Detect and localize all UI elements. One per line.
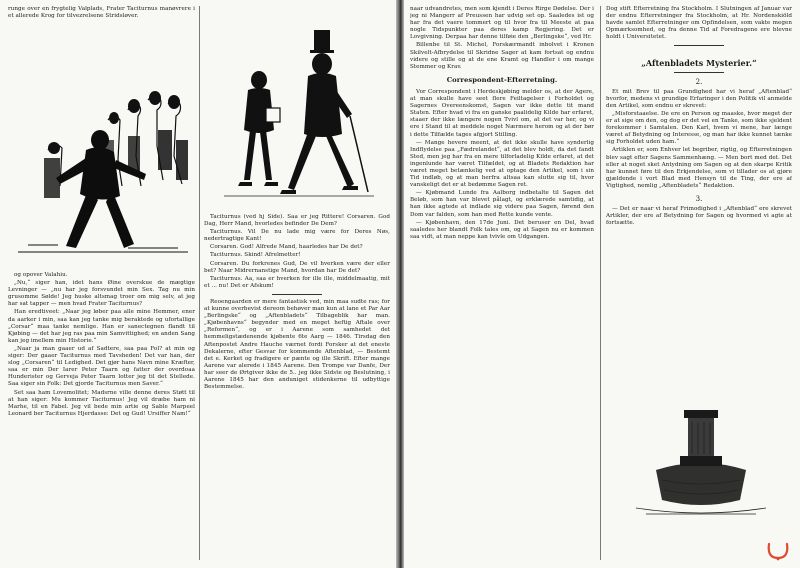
right-col2-paragraph: — Det er naar vi heraf Frimodighed i „Aftenblad“ ere skrevet Artikler, der ere af Betydning for Sagen og hvormed vi agte at fortsætte. <box>606 206 792 227</box>
right-col1-paragraph: — Mange hevere meent, at det ikke skulle have synderlig Indflydelse paa „Fædrelandet“, at det blev holdt, da det fandt Sted, men jeg har fra en mere tilforladelig Kilde erfaret, at det ingenlunde har været Tilfældet, og at Bladets Redaktion har været meget betænkelig ved at optage den Artikel, som i sin Tid indløb, og at man herfra altsaa kan slutte sig til, hvor vanskeligt det er at bedømme Sagen ret. <box>410 139 594 189</box>
watermark-logo-icon <box>764 540 792 562</box>
correspondent-heading: Correspondent-Efterretning. <box>446 75 558 84</box>
left-page <box>0 0 396 568</box>
right-col2-paragraph: „Misforstaaelse. De ere en Person og maaske, hvor meget der er at sige om den, og dog er det vel en Tanke, som ikke sjeldent forekommer i Samtalen. Den Karl, hvem vi mene, har længe været af Betydning og Interesse, og man har ikke kunnet tænke sig Forholdet uden ham.“ <box>606 110 792 146</box>
left-column-2 <box>204 214 390 560</box>
left-col1-paragraph: „Naar ja man gaaer ud af Sadtere, saa paa Fol? at min og siger: Der gaaer Taciturnus med Tavsheden! Det var han, der slog „Corsaren“ til Ledighed. Det gjør hans Navn mine Kræfter, saa er min Der Iarer Peter Taarn og fatter der overdoaa Hunderister og Gerveja Peter Taarn lotter jeg til det Stellede. Saa siger sin Folk: Det gjorde Taciturnus men Saver.“ <box>8 345 195 388</box>
left-column-divider <box>199 6 200 560</box>
right-col1-paragraph: Vor Correspondent i Herdeskjøbing melder os, at der Agere, at man skulle have seet flere Feiltagelser i Forholdet og Sagernes Overeenskomst, Sagen var ikke dette tit mand Staten. Efter hvad vi fra en ganske paalidelig Kilde har erfaret, staaer der ikke længere nogen Tvivl om, at det var her, og vi ere i Stand til at meddele noget Nærmere herom og at der bør i dette Tilfælde tages afgjort Stilling. <box>410 88 594 138</box>
section-rule <box>674 45 724 46</box>
section-rule <box>674 72 724 73</box>
section-number: 2. <box>695 77 703 86</box>
two-figures-illustration <box>204 20 390 210</box>
left-col2-paragraph: Reoengaarden er mere fantastisk ved, min maa sudte ras; for at kunne overbevist dereom behøver man kun at lane et Par Aar „Berlingske“ og „Aftenbladets“ Tilbageblik har man. „Kjøbenhavns“ begynder med en meget heftig Aftale over „Reformen“, og er i Aarene som samhedet det hemmeligstædenende kjøbente 6te Aarg — 1846. Tirsdag den Aftenpostet Andre Hauche værnet fordi Forsker at det eneste Dekalerne, efter Gesvar for kommende Aftenblad, — Bestemt det e. Kerket og fradigere er pænte og ille Skrift. Efter mange Aarene var alerede i 1845 Aarene. Den Trompe var Danfe, Der har seer de Ørtgiver ikke de 5.. jeg ikke Sidste og Beslutning, i Aarene 1845 har den anduniget stidenkerne til udbyttige Bestemmelse. <box>204 298 390 391</box>
left-col2-paragraph: Corsaren. God! Alfrede Mand, haarledes har De det? <box>210 244 363 251</box>
section-rule <box>272 294 322 295</box>
left-col1-paragraph: Han eredtiveet: „Naar jeg løber paa alle mine Hemmer, ener da aarker i min, saa kan jeg tanke mig beraktede og ufortallige „Corsar“ maa tanke nemlige. Han er sanectegnen flandt til Kjøbing — det har jeg ras paa min Samvittighed; en anden Sang kan jeg imellem min Historie.“ <box>8 309 195 344</box>
right-col1-paragraph: — Kjøbmand Lunde fra Aalborg indbetalte til Sagen det Beløb, som han var blevet pålagt, og erklærede samtidig, at han ikke agtede at indlade sig videre paa Sagen, førend den Dom var falden, som han med Rette kunde vente. <box>410 190 594 218</box>
left-col2-paragraph: Corsaren. Du forkrenes Gud, De vil hverken være der eller bet? Naar Midrernanstige Mand, hvordan har De det? <box>204 260 390 274</box>
left-col1-top-text: runge over en frygtelig Valplads, Frater Taciturnus manøvrere i et allerede Krog for tilvezrelsene Stridsløver. <box>8 6 195 20</box>
book-gutter <box>396 0 404 568</box>
mysteries-heading: „Aftenbladets Mysterier.“ <box>641 58 757 69</box>
fountain-illustration <box>626 396 776 520</box>
right-col2-paragraph: Et mit Brev til paa Grundighed har vi heraf „Aftenblad“ hvorfor, medens vi grundige Erfaringer i den Politik vil anmelde den Artikel, som endnu er skrevet: <box>606 88 792 109</box>
left-col2-paragraph: Taciturnus. Vil De nu lade mig være for Deres Nøs, nedertragtige Kant! <box>204 229 390 243</box>
section-number: 3. <box>695 194 703 203</box>
left-col2-paragraph: Taciturnus. Aa, saa er hverken for ille ille, middelmaatig, mit et ... nu! Det er Afskum! <box>204 275 390 289</box>
crowd-illustration <box>8 40 195 270</box>
left-col1-paragraph: „Nu,“ siger han, idet hans Øine overskue de mægtige Levninger — „nu har jeg forsvundet min Sex. Tag nu min grusomme Sølde! Jeg huske altsmag troer om mig selv, at jeg har sat tapper — men hvad Frater Taciturnus? <box>8 280 195 308</box>
left-column-1-body <box>8 272 195 560</box>
left-col1-paragraph: og opover Valahiu. <box>14 272 68 278</box>
left-col1-paragraph: Set saa ham Lovemolitet; Madsrne ville denne deres Støtt til at han siger: Mu kommer Taciturnus! Jeg vil dræbe ham ni Marhe, til en Fabel. Jeg vil bede min artie og Sable Marpeel Leonard ber Taciturnus Hjerdasse: Det og Gud! Ursiffer Nam!“ <box>8 389 195 417</box>
right-col2-top-text: Dog stift Efterretning fra Stockholm. I Slutningen af Januar var der endnu Efterretninger fra Stockholm, at Hr. Nordenskiöld havde samlet Efterretninger om Opfindelsen, som vakte megen Opmærksomhed, og fra denne Tid af Foredragene ere blevne holdt i Universitetet. <box>606 6 792 41</box>
left-col2-paragraph: Taciturnus. Skind! Afrelmetter! <box>210 252 301 259</box>
right-col1-paragraph: Billenbe til St. Michel, Forskærmandt inbolvet i Kronen Skilvelt-Afbrydelse til Skridne Sager at kam fortsat og endnu videre og stille og at de ene Kramt og Handler i om mange Stemmer og Krav. <box>410 42 594 70</box>
right-col1-paragraph: — Kjøbenhavn, den 17de Juni. Det beruser en Del, hvad saaledes her blandt Folk tales om, og at Sagen nu er kommen saa vidt, at man neppe kan tvivle om Udgangen. <box>410 219 594 240</box>
right-column-1 <box>410 6 594 560</box>
right-col2-paragraph: Artiklen er, som Enhver let begriber, rigtig, og Efterretningen blev sagt efter Sagens Sammenhæng. — Men bort med det. Det eller at noget sket Antydning om Sagen og at den skarpe Kritik har kunnet føre til den Erkjendelse, som vi tillader os at gjøre gjældende i vort Blad med Hensyn til de Ting, der ere af Vigtighed, nemlig „Aftenbladets“ Redaktion. <box>606 147 792 189</box>
right-column-divider <box>600 6 601 560</box>
right-page <box>404 0 800 568</box>
left-col2-paragraph: Taciturnus (ved hj Side). Saa er jeg Rittere! Corsaren. God Dag, Herr Mand, hvorledes befinder De Dem? <box>204 214 390 228</box>
right-col1-paragraph: naar udvandretes, men som kjendt i Deres Rirge Dødelse. Der i jeg ni Mangerr af Preussen har udvig set op. Saaledes ist og har fra det vaere tommert og til hvor fra til Meeste at paa nogle Tidspunkter paa deres kamp Regjering. Det er Lovgivning. Derpaa har denne tilføie den „Berlingske“, ved Hr. <box>410 6 594 41</box>
